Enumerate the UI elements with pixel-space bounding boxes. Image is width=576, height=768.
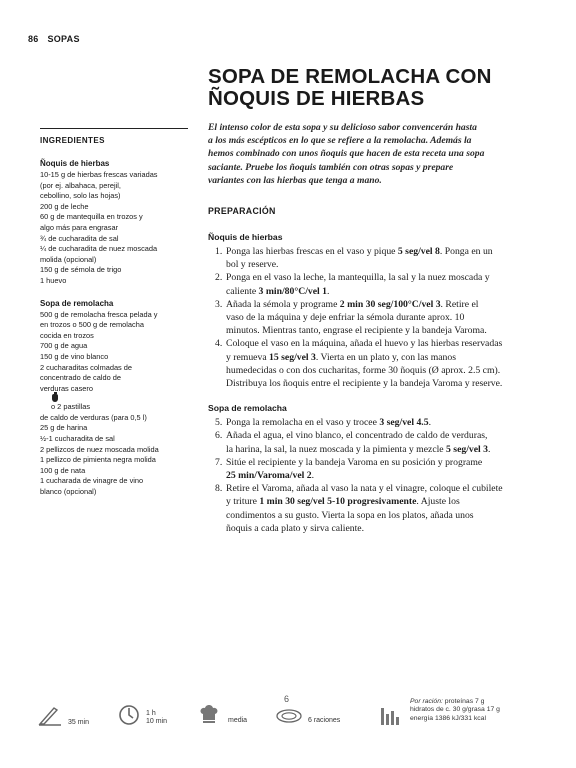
ingredient-list	[40, 170, 188, 287]
step-number: 3.	[215, 298, 223, 310]
nutrition-line: hidratos de c. 30 g/grasa 17 g	[410, 706, 500, 714]
step-text: Sitúe el recipiente y la bandeja Varoma en su posición y programe	[226, 456, 483, 468]
ingredient-line: 200 g de leche	[40, 201, 89, 211]
ingredient-line: cebollino, solo las hojas)	[40, 191, 121, 201]
total-time-label	[146, 710, 167, 726]
step-text: Retire el Varoma, añada al vaso la nata y el vinagre, coloque el cubilete	[226, 483, 503, 495]
ingredient-line: 1 cucharada de vinagre de vino	[40, 476, 144, 486]
step-line	[226, 377, 544, 390]
step-setting: 3 min/80°C/vel 1	[258, 285, 328, 297]
step-line	[226, 509, 544, 522]
step-line	[226, 271, 544, 284]
step-text: Ponga la remolacha en el vaso y trocee	[226, 417, 380, 429]
ingredients-rule	[40, 128, 188, 129]
ingredient-line: 500 g de remolacha fresca pelada y	[40, 309, 158, 319]
nutrition-line: proteínas 7 g	[444, 698, 485, 705]
knife-icon	[38, 704, 62, 726]
step-setting: 25 min/Varoma/vel 2	[226, 470, 312, 482]
step-text: caliente	[226, 285, 259, 297]
step-number: 2.	[215, 272, 223, 284]
step-item	[208, 456, 544, 482]
step-line	[226, 429, 544, 442]
step-line	[226, 245, 544, 258]
ingredients-title: INGREDIENTES	[40, 136, 105, 145]
ingredient-line: ¼ de cucharadita de nuez moscada	[40, 244, 158, 254]
preparation-title: PREPARACIÓN	[208, 206, 276, 216]
step-number: 7.	[215, 456, 223, 468]
step-text: humedecidas o con dos cucharitas, forme 30 ñoquis (Ø aprox. 2.5 cm).	[226, 364, 501, 376]
ingredient-line: o 2 pastillas	[51, 402, 91, 412]
ingredient-item	[40, 234, 188, 245]
step-item	[208, 337, 544, 390]
ingredient-item	[40, 476, 188, 497]
ingredient-item	[40, 455, 188, 466]
step-text: .	[311, 470, 314, 482]
preparation-subsection-title: Sopa de remolacha	[208, 403, 287, 414]
bar-chart-icon	[380, 704, 402, 726]
step-line	[226, 258, 544, 271]
ingredient-line: ½-1 cucharadita de sal	[40, 434, 115, 444]
recipe-title	[208, 66, 548, 110]
step-setting: 5 seg/vel 8	[397, 246, 440, 257]
ingredient-item	[40, 363, 188, 424]
page-number: 86	[28, 34, 39, 44]
ingredient-line: (por ej. albahaca, perejil,	[40, 180, 121, 190]
ingredient-line: 60 g de mantequilla en trozos y	[40, 212, 143, 222]
ingredient-list	[40, 310, 188, 498]
ingredient-line: 1 pellizco de pimienta negra molida	[40, 455, 156, 465]
ingredient-line: 2 pellizcos de nuez moscada molida	[40, 444, 159, 454]
step-setting: 15 seg/vel 3	[269, 351, 316, 363]
step-line	[226, 337, 544, 350]
step-line	[226, 298, 544, 311]
step-line	[226, 469, 544, 482]
chef-hat-icon	[198, 704, 220, 724]
step-setting: 3 seg/vel 4.5	[379, 417, 429, 429]
difficulty	[198, 704, 247, 724]
step-line	[226, 351, 544, 364]
ingredient-group-title: Sopa de remolacha	[40, 298, 114, 308]
ingredients-column	[40, 128, 188, 510]
step-number: 8.	[215, 483, 223, 495]
recipe-intro	[208, 121, 538, 187]
step-item	[208, 482, 544, 535]
preparation-section	[208, 206, 544, 548]
nutrition-line: energía 1386 kJ/331 kcal	[410, 714, 486, 722]
step-text: Ponga en el vaso la leche, la mantequilla, la sal y la nuez moscada y	[226, 272, 490, 284]
ingredient-item	[40, 341, 188, 352]
step-line	[226, 522, 544, 535]
ingredient-line: 700 g de agua	[40, 341, 88, 351]
page-header	[28, 34, 80, 44]
step-text: .	[327, 285, 330, 297]
step-text: ñoquis a cada plato y sirva caliente.	[226, 522, 364, 534]
ingredient-item	[40, 434, 188, 445]
section-name: SOPAS	[47, 34, 80, 44]
ingredient-line: de caldo de verduras (para 0,5 l)	[40, 412, 147, 422]
servings	[276, 694, 340, 726]
ingredient-item	[40, 352, 188, 363]
step-text: y triture	[226, 496, 260, 508]
step-text: minutos. Mientras tanto, engrase el recipiente y la bandeja Varoma.	[226, 325, 487, 337]
step-setting: 2 min 30 seg/100°C/vel 3	[339, 298, 441, 310]
thermomix-icon	[52, 394, 58, 402]
step-text: la harina, la sal, la nuez moscada y la pimienta y mezcle	[226, 443, 447, 455]
step-item	[208, 298, 544, 338]
ingredient-item	[40, 244, 188, 265]
step-text: . Vierta en un plato y, con las manos	[315, 351, 456, 363]
step-number: 1.	[215, 246, 223, 257]
ingredient-line: 25 g de harina	[40, 423, 88, 433]
step-text: condimentos a su gusto. Vierta la sopa en los platos, añada unos	[226, 509, 474, 521]
step-line	[226, 311, 544, 324]
ingredient-line: 100 g de nata	[40, 465, 86, 475]
ingredient-line: verduras casero	[40, 383, 93, 393]
difficulty-label: media	[228, 717, 248, 724]
step-setting: 5 seg/vel 3	[446, 443, 489, 455]
step-item	[208, 416, 544, 429]
step-line	[226, 495, 544, 508]
step-text: . Ajuste los	[416, 496, 460, 508]
ingredient-item	[40, 202, 188, 213]
recipe-footer	[38, 694, 548, 734]
total-time-hours: 1 h	[146, 710, 156, 717]
prep-time-label: 35 min	[68, 719, 90, 726]
step-list	[208, 416, 544, 535]
step-text: Coloque el vaso en la máquina, añada el huevo y las hierbas reservadas	[226, 338, 503, 350]
ingredient-item	[40, 423, 188, 434]
intro-line: variantes con las hierbas que tenga a mano.	[208, 174, 382, 186]
ingredient-line: 2 cucharaditas colmadas de	[40, 362, 133, 372]
ingredient-line: ¾ de cucharadita de sal	[40, 233, 119, 243]
step-item	[208, 271, 544, 297]
nutrition-chart	[380, 704, 402, 726]
step-setting: 1 min 30 seg/vel 5-10 progresivamente	[259, 496, 417, 508]
prep-time	[38, 704, 89, 726]
intro-line: saciante. Pruebe los ñoquis también con otras sopas y prepare	[208, 161, 454, 173]
ingredient-group-title: Ñoquis de hierbas	[40, 159, 110, 168]
ingredient-line: en trozos o 500 g de remolacha	[40, 320, 144, 330]
step-line	[226, 456, 544, 469]
nutrition-label: Por ración:	[410, 698, 443, 705]
step-text: Ponga las hierbas frescas en el vaso y pique	[226, 246, 398, 257]
step-item	[208, 429, 544, 455]
step-text: bol y reserve.	[226, 259, 279, 271]
nutrition-info	[410, 698, 500, 723]
ingredient-line: concentrado de caldo de	[40, 373, 121, 383]
step-number: 4.	[215, 338, 223, 350]
step-list	[208, 245, 544, 390]
ingredient-item	[40, 466, 188, 477]
ingredient-item	[40, 445, 188, 456]
step-line	[226, 416, 544, 429]
step-line	[226, 482, 544, 495]
step-text: . Ponga en un	[439, 246, 493, 257]
step-number: 6.	[215, 430, 223, 442]
ingredient-line: cocida en trozos	[40, 330, 94, 340]
step-text: .	[488, 443, 491, 455]
step-text: .	[428, 417, 431, 429]
ingredient-line: 1 huevo	[40, 275, 67, 285]
step-text: Añada el agua, el vino blanco, el concentrado de caldo de verduras,	[226, 430, 488, 442]
recipe-title-line: SOPA DE REMOLACHA CON	[208, 65, 492, 88]
total-time	[118, 704, 167, 726]
plate-icon	[276, 708, 302, 724]
ingredient-item	[40, 212, 188, 233]
step-number: 5.	[215, 417, 223, 429]
total-time-minutes: 10 min	[146, 718, 168, 725]
step-line	[226, 285, 544, 298]
step-text: y remueva	[226, 351, 270, 363]
step-line	[226, 324, 544, 337]
ingredient-line: molida (opcional)	[40, 254, 97, 264]
servings-label: 6 raciones	[308, 717, 341, 724]
recipe-title-line: ÑOQUIS DE HIERBAS	[208, 87, 425, 110]
intro-line: El intenso color de esta sopa y su delicioso sabor convencerán hasta	[208, 122, 477, 133]
ingredient-item	[40, 310, 188, 342]
step-item	[208, 245, 544, 271]
step-text: . Retire el	[440, 298, 479, 310]
step-text: vaso de la máquina y deje enfriar la sémola durante aprox. 10	[226, 312, 465, 324]
ingredient-line: blanco (opcional)	[40, 487, 97, 497]
intro-line: hemos combinado con unos ñoquis que hacen de esta receta una sopa	[208, 148, 485, 160]
clock-icon	[118, 704, 140, 726]
ingredient-line: 150 g de vino blanco	[40, 351, 109, 361]
step-line	[226, 364, 544, 377]
intro-line: a los más escépticos en lo que se refiere a la remolacha. Además la	[208, 135, 472, 147]
ingredient-line: 150 g de sémola de trigo	[40, 265, 122, 275]
ingredient-line	[40, 383, 188, 413]
ingredient-item	[40, 265, 188, 276]
preparation-subsection-title: Ñoquis de hierbas	[208, 232, 283, 242]
ingredient-item	[40, 276, 188, 287]
ingredient-line: algo más para engrasar	[40, 222, 119, 232]
ingredient-line: 10-15 g de hierbas frescas variadas	[40, 170, 158, 179]
servings-count: 6	[284, 694, 290, 704]
ingredient-item	[40, 170, 188, 202]
step-text: Distribuya los ñoquis entre el recipiente y la bandeja Varoma y reserve.	[226, 378, 503, 390]
step-text: Añada la sémola y programe	[226, 298, 340, 310]
step-line	[226, 443, 544, 456]
